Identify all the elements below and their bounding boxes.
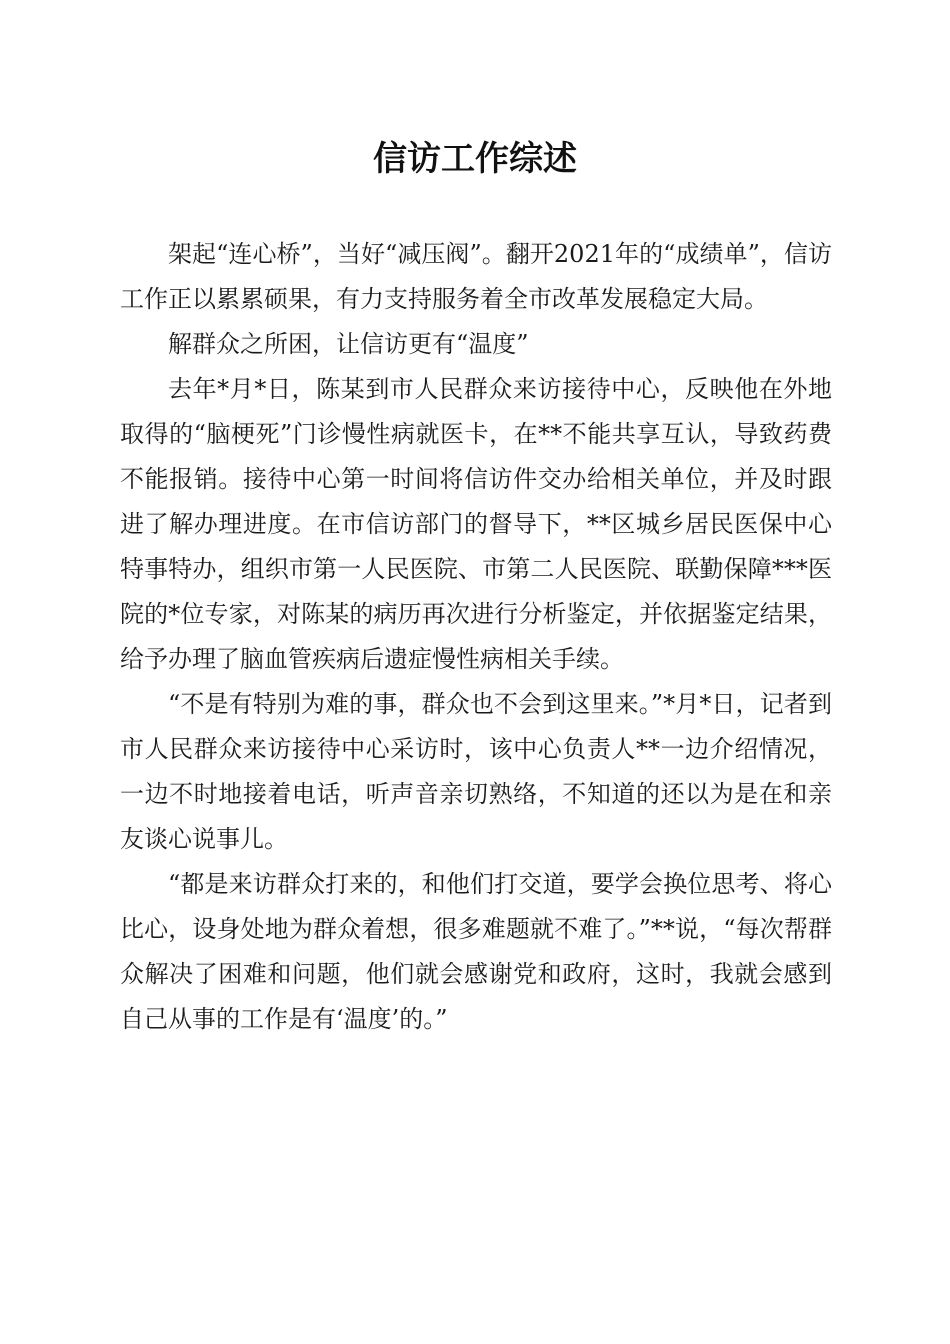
paragraph-interview: “不是有特别为难的事，群众也不会到这里来。”*月*日，记者到市人民群众来访接待中心采访时，该中心负责人**一边介绍情况，一边不时地接着电话，听声音亲切熟络，不知道的还以为是在和亲友谈心说事儿。 — [120, 690, 832, 853]
paragraph-quote: “都是来访群众打来的，和他们打交道，要学会换位思考、将心比心，设身处地为群众着想，很多难题就不难了。”**说，“每次帮群众解决了困难和问题，他们就会感谢党和政府，这时，我就会感到自己从事的工作是有‘温度’的。” — [120, 870, 832, 1033]
document-title: 信访工作综述 — [373, 139, 577, 179]
paragraph-subheading: 解群众之所困，让信访更有“温度” — [168, 330, 529, 358]
paragraph-intro: 架起“连心桥”，当好“减压阀”。翻开2021年的“成绩单”，信访工作正以累累硕果，有力支持服务着全市改革发展稳定大局。 — [120, 240, 832, 313]
document-body — [120, 232, 832, 1042]
paragraph-case: 去年*月*日，陈某到市人民群众来访接待中心，反映他在外地取得的“脑梗死”门诊慢性病就医卡，在**不能共享互认，导致药费不能报销。接待中心第一时间将信访件交办给相关单位，并及时跟进了解办理进度。在市信访部门的督导下，**区城乡居民医保中心特事特办，组织市第一人民医院、市第二人民医院、联勤保障***医院的*位专家，对陈某的病历再次进行分析鉴定，并依据鉴定结果，给予办理了脑血管疾病后遗症慢性病相关手续。 — [120, 375, 832, 673]
